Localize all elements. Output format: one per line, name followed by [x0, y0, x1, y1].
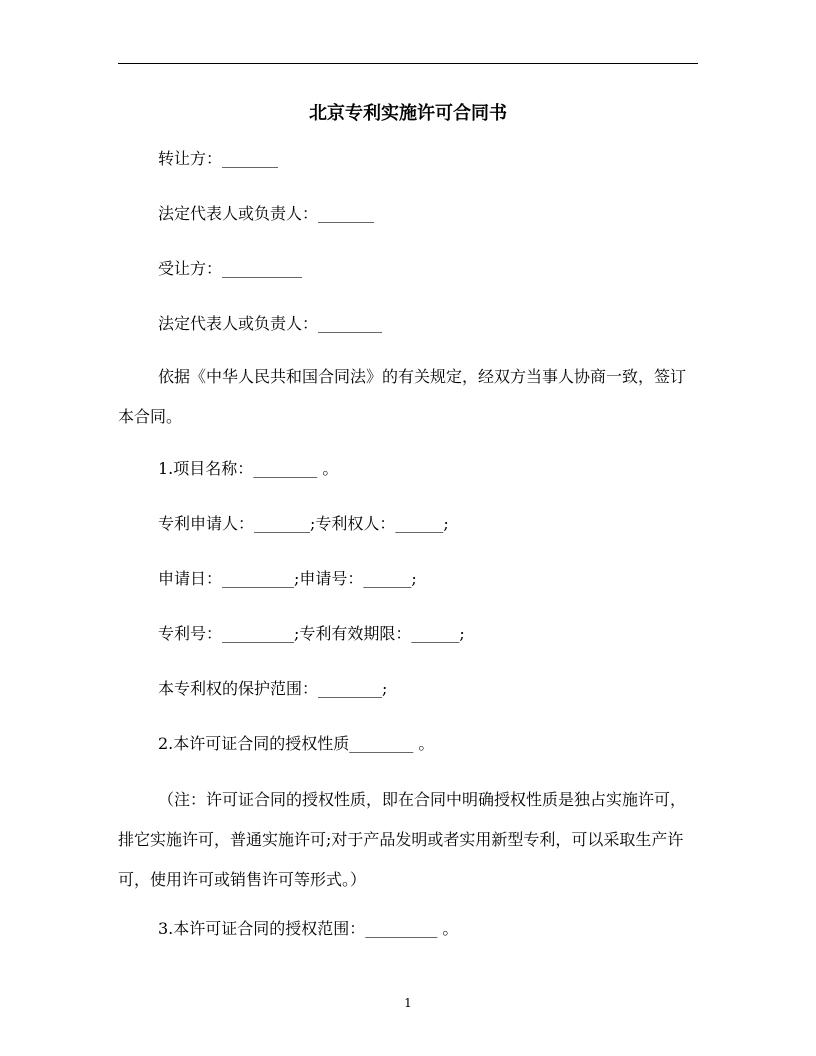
transferee-line: 受让方：__________ — [158, 259, 303, 278]
project-name-line: 1.项目名称：________ 。 — [158, 459, 339, 478]
protection-scope-line: 本专利权的保护范围：________; — [158, 679, 388, 698]
patent-number-line: 专利号：_________;专利有效期限：______; — [158, 624, 465, 643]
patent-applicant-line: 专利申请人：_______;专利权人：______; — [158, 514, 449, 533]
authorization-scope-line: 3.本许可证合同的授权范围：_________ 。 — [158, 919, 459, 938]
transferee-representative-line: 法定代表人或负责人：________ — [158, 314, 383, 333]
basis-paragraph — [118, 357, 698, 437]
note-paragraph-text: （注：许可证合同的授权性质，即在合同中明确授权性质是独占实施许可，排它实施许可，普通实施许可;对于产品发明或者实用新型专利，可以采取生产许可，使用许可或销售许可等形式。） — [118, 790, 687, 889]
application-date-line: 申请日：_________;申请号：______; — [158, 569, 417, 588]
basis-paragraph-text: 依据《中华人民共和国合同法》的有关规定，经双方当事人协商一致，签订本合同。 — [118, 367, 687, 426]
document-title: 北京专利实施许可合同书 — [309, 103, 507, 124]
authorization-nature-line: 2.本许可证合同的授权性质________ 。 — [158, 734, 435, 753]
note-paragraph — [118, 780, 698, 900]
page-number: 1 — [404, 996, 412, 1010]
transferor-line: 转让方：_______ — [158, 149, 279, 168]
header-rule — [118, 63, 698, 64]
transferor-representative-line: 法定代表人或负责人：_______ — [158, 204, 375, 223]
